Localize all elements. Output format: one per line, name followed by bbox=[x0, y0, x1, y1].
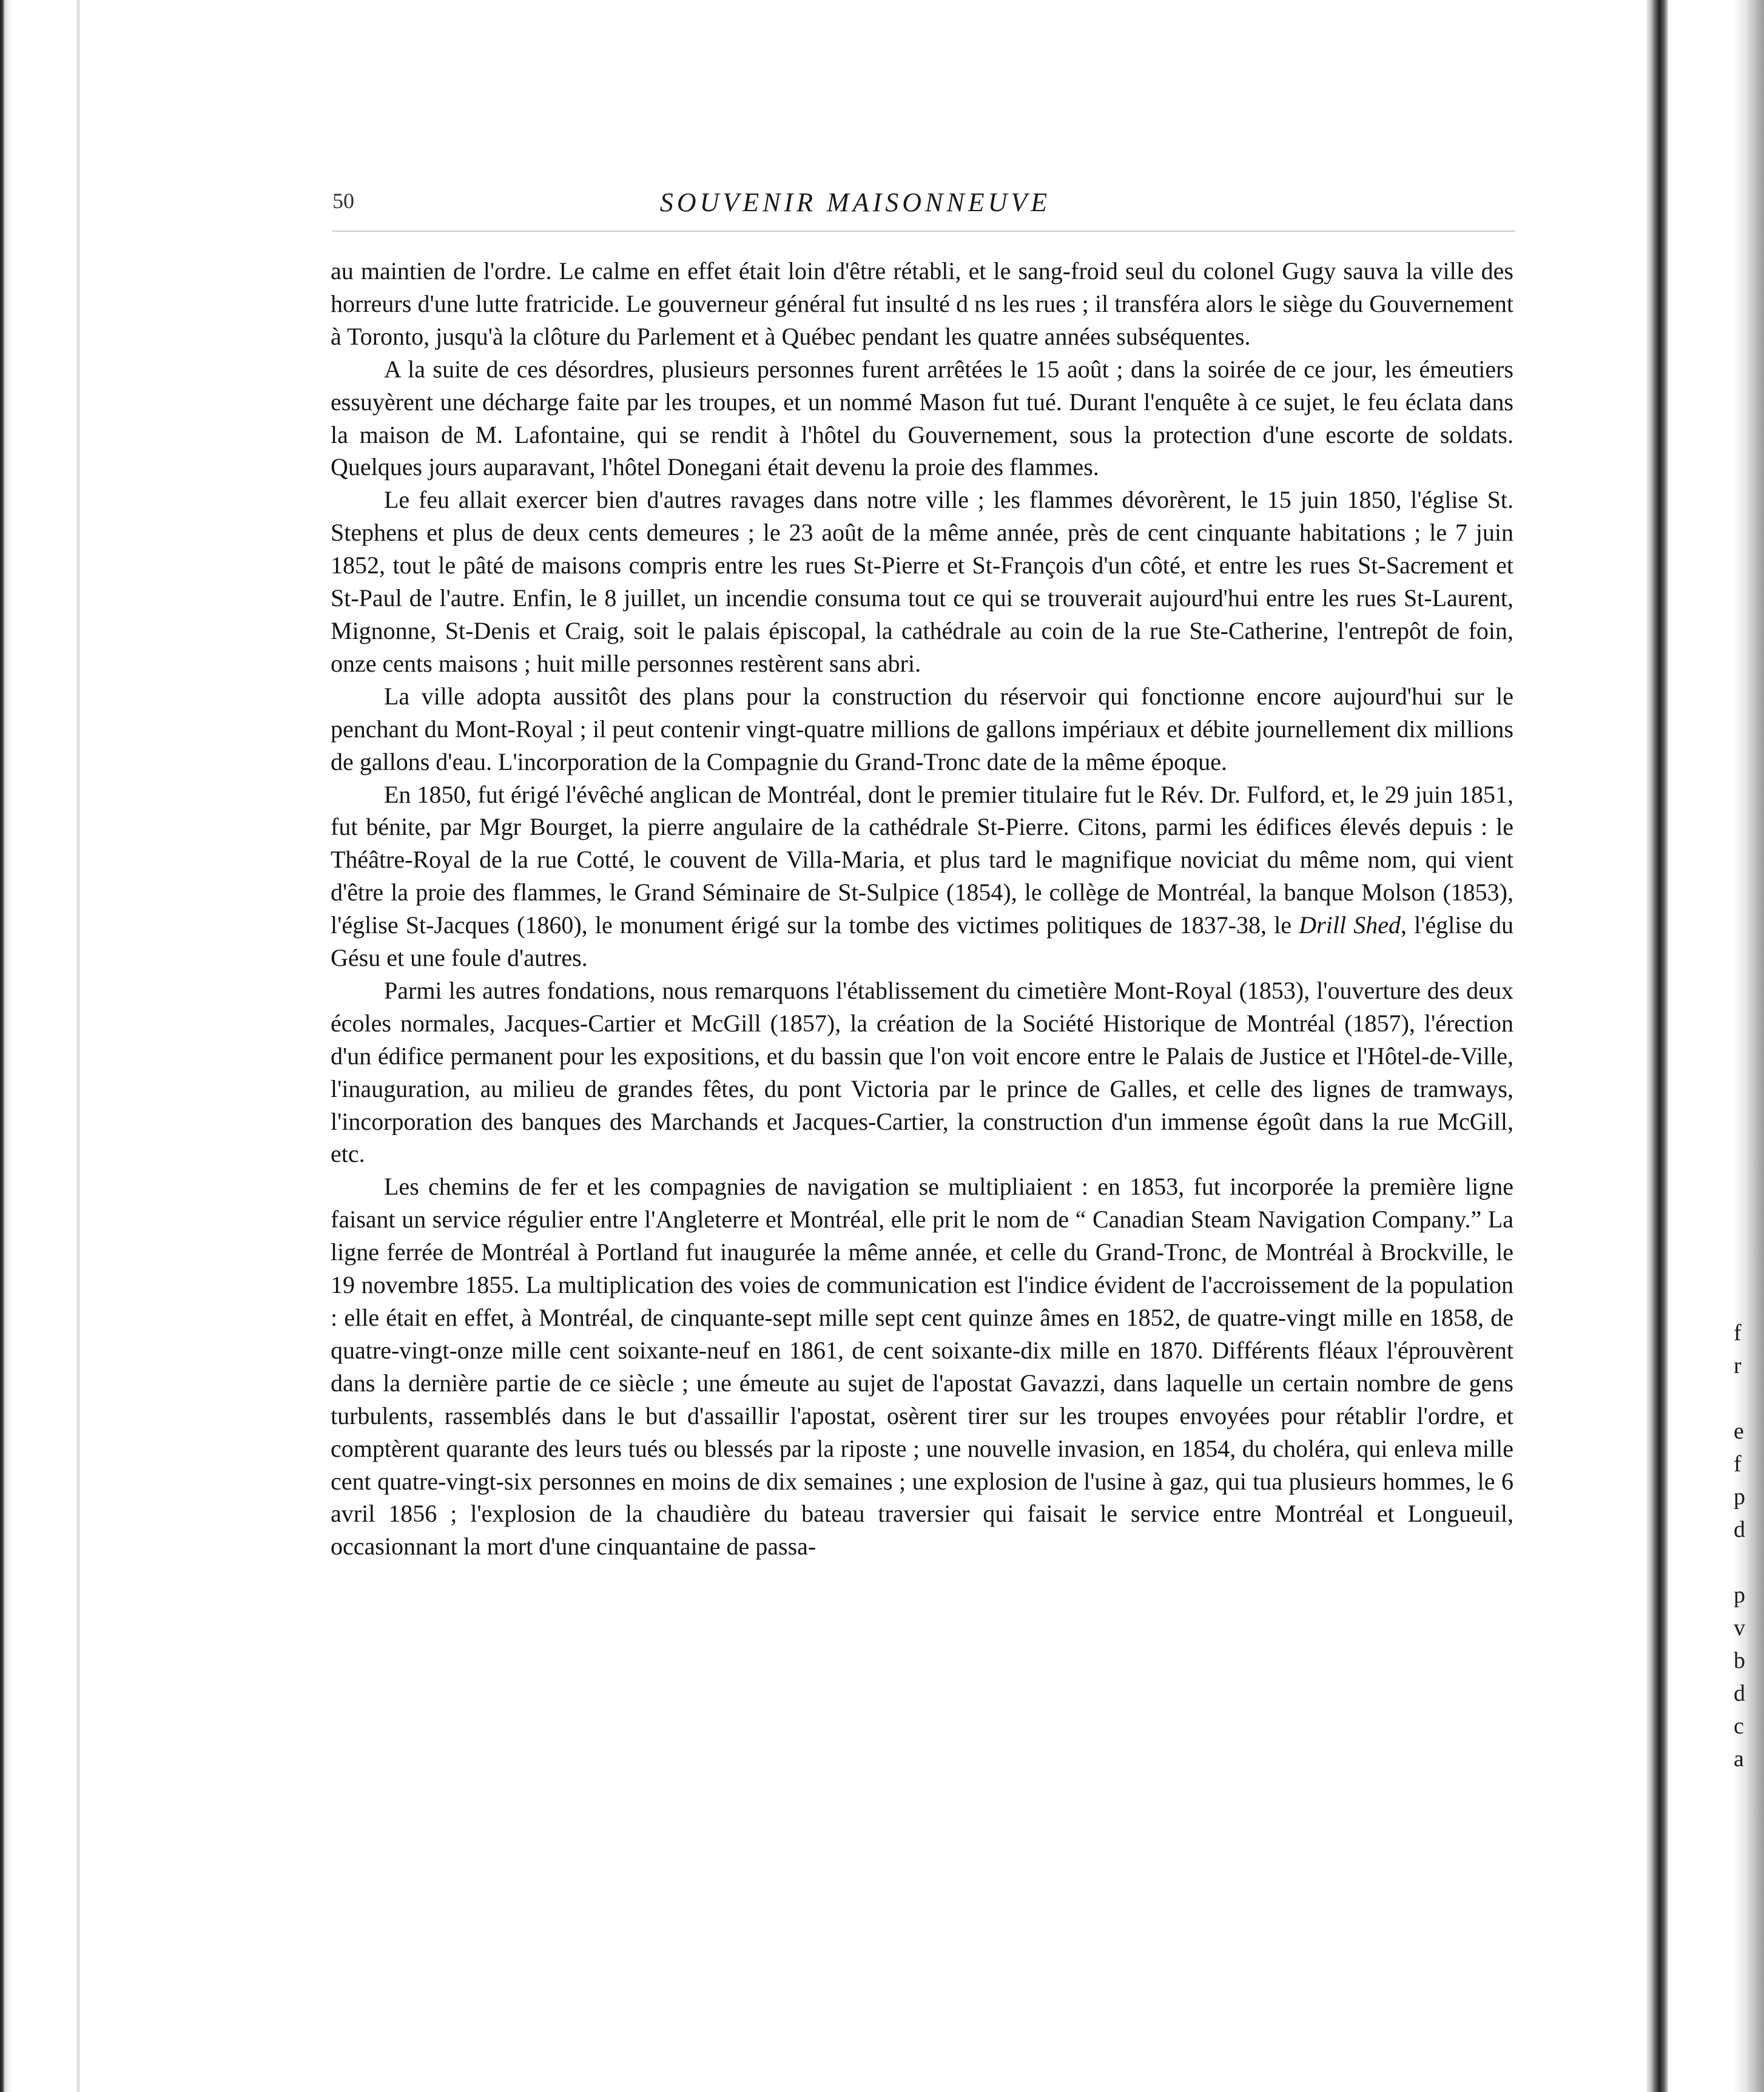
header-rule bbox=[332, 231, 1515, 232]
facing-page-fragments bbox=[1734, 1317, 1764, 1775]
fragment bbox=[1734, 1546, 1764, 1579]
scan-left-shadow bbox=[76, 0, 80, 2092]
page-body bbox=[331, 255, 1513, 1563]
paragraph-2: A la suite de ces désordres, plusieurs personnes furent arrêtées le 15 août ; dans la soirée de ce jour, les émeutiers essuyèrent une décharge faite par les troupes, et un nommé Mason fut tué. Durant l'enquête à ce sujet, le feu éclata dans la maison de M. Lafontaine, qui se rendit à l'hôtel du Gouvernement, sous la protection d'une escorte de soldats. Quelques jours auparavant, l'hôtel Donegani était devenu la proie des flammes. bbox=[331, 355, 1513, 481]
fragment: r bbox=[1734, 1353, 1742, 1378]
drill-shed-italic: Drill Shed bbox=[1299, 911, 1401, 939]
fragment: f bbox=[1734, 1320, 1742, 1346]
fragment: a bbox=[1734, 1746, 1744, 1772]
fragment: d bbox=[1734, 1517, 1745, 1542]
fragment: c bbox=[1734, 1713, 1744, 1739]
paragraph-5-text-a: En 1850, fut érigé l'évêché anglican de Montréal, dont le premier titulaire fut le Rév. Dr. Fulford, et, le 29 juin 1851, fut bénite, par Mgr Bourget, la pierre angulaire de la cathédrale St-Pierre. Citons, parmi les édifices élevés depuis : le Théâtre-Royal de la rue Cotté, le couvent de Villa-Maria, et plus tard le magnifique noviciat du même nom, qui vient d'être la proie des flammes, le Grand Séminaire de St-Sulpice (1854), le collège de Montréal, la banque Molson (1853), l'église St-Jacques (1860), le monument érigé sur la tombe des victimes politiques de 1837-38, le bbox=[331, 780, 1513, 939]
running-title: SOUVENIR MAISONNEUVE bbox=[659, 187, 1051, 217]
fragment: p bbox=[1734, 1484, 1745, 1510]
paragraph-7: Les chemins de fer et les compagnies de navigation se multipliaient : en 1853, fut incorporée la première ligne faisant un service régulier entre l'Angleterre et Montréal, elle prit le nom de “ Canadian Steam Navigation Company.” La ligne ferrée de Montréal à Portland fut inaugurée la même année, et celle du Grand-Tronc, de Montréal à Brockville, le 19 novembre 1855. La multiplication des voies de communication est l'indice évident de l'accroissement de la population : elle était en effet, à Montréal, de cinquante-sept mille sept cent quinze âmes en 1852, de quatre-vingt mille en 1858, de quatre-vingt-onze mille cent soixante-neuf en 1861, de cent soixante-dix mille en 1870. Différents fléaux l'éprouvèrent dans la dernière partie de ce siècle ; une émeute au sujet de l'apostat Gavazzi, dans laquelle un certain nombre de gens turbulents, rassemblés dans le but d'assaillir l'apostat, osèrent tirer sur les troupes envoyées pour rétablir l'ordre, et comptèrent quarante des leurs tués ou blessés par la riposte ; une nouvelle invasion, en 1854, du choléra, qui enleva mille cent quatre-vingt-six personnes en moins de dix semaines ; une explosion de l'usine à gaz, qui tua plusieurs hommes, le 6 avril 1856 ; l'explosion de la chaudière du bateau traversier qui faisait le service entre Montréal et Longueuil, occasionnant la mort d'une cinquantaine de passa- bbox=[331, 1173, 1513, 1561]
page-number: 50 bbox=[332, 189, 354, 213]
paragraph-3: Le feu allait exercer bien d'autres ravages dans notre ville ; les flammes dévorèrent, le 15 juin 1850, l'église St. Stephens et plus de deux cents demeures ; le 23 août de la même année, près de cent cinquante habitations ; le 7 juin 1852, tout le pâté de maisons compris entre les rues St-Pierre et St-François d'un côté, et entre les rues St-Sacrement et St-Paul de l'autre. Enfin, le 8 juillet, un incendie consuma tout ce qui se trouverait aujourd'hui entre les rues St-Laurent, Mignonne, St-Denis et Craig, soit le palais épiscopal, la cathédrale au coin de la rue Ste-Catherine, l'entrepôt de foin, onze cents maisons ; huit mille personnes restèrent sans abri. bbox=[331, 486, 1513, 677]
book-spine-shadow bbox=[1646, 0, 1668, 2092]
fragment: e bbox=[1734, 1419, 1744, 1444]
paragraph-1: au maintien de l'ordre. Le calme en effet était loin d'être rétabli, et le sang-froid seul du colonel Gugy sauva la ville des horreurs d'une lutte fratricide. Le gouverneur général fut insulté d ns les rues ; il transféra alors le siège du Gouvernement à Toronto, jusqu'à la clôture du Parlement et à Québec pendant les quatre années subséquentes. bbox=[331, 257, 1513, 350]
fragment: p bbox=[1734, 1582, 1745, 1608]
facing-page-edge bbox=[1734, 0, 1764, 2092]
paragraph-5-text-b: , l'église du Gésu et une foule d'autres. bbox=[331, 911, 1514, 972]
fragment bbox=[1734, 1382, 1764, 1415]
paragraph-5 bbox=[331, 778, 1513, 974]
scan-left-edge bbox=[0, 0, 13, 2092]
fragment: b bbox=[1734, 1648, 1745, 1673]
fragment: f bbox=[1734, 1451, 1742, 1477]
paragraph-6: Parmi les autres fondations, nous remarquons l'établissement du cimetière Mont-Royal (1853), l'ouverture des deux écoles normales, Jacques-Cartier et McGill (1857), la création de la Société Historique de Montréal (1857), l'érection d'un édifice permanent pour les expositions, et du bassin que l'on voit encore entre le Palais de Justice et l'Hôtel-de-Ville, l'inauguration, au milieu de grandes fêtes, du pont Victoria par le prince de Galles, et celle des lignes de tramways, l'incorporation des banques des Marchands et Jacques-Cartier, la construction d'un immense égoût dans la rue McGill, etc. bbox=[331, 976, 1513, 1168]
fragment: v bbox=[1734, 1615, 1745, 1641]
paragraph-4: La ville adopta aussitôt des plans pour la construction du réservoir qui fonctionne encore aujourd'hui sur le penchant du Mont-Royal ; il peut contenir vingt-quatre millions de gallons impériaux et débite journellement dix millions de gallons d'eau. L'incorporation de la Compagnie du Grand-Tronc date de la même époque. bbox=[331, 682, 1513, 775]
fragment: d bbox=[1734, 1681, 1745, 1706]
